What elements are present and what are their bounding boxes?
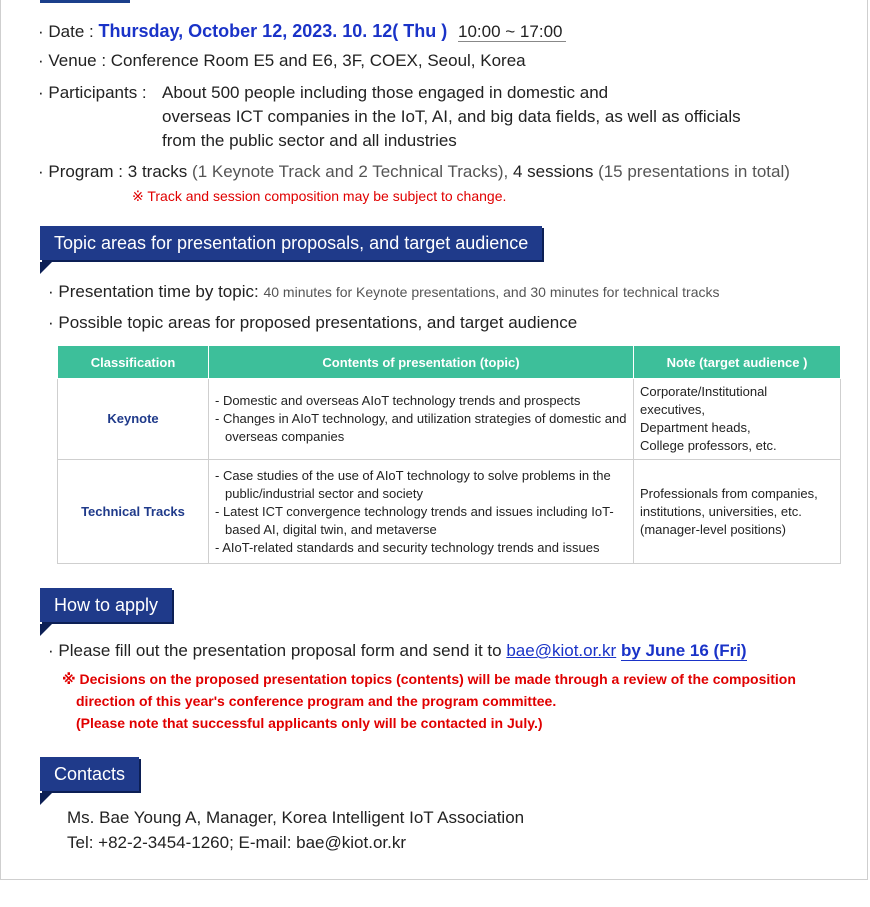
presentation-time-label: · Presentation time by topic: [48, 282, 259, 301]
note-line: (manager-level positions) [640, 521, 786, 537]
participants-label: · Participants : [38, 83, 147, 102]
note-line: Professionals from companies, [640, 485, 818, 501]
apply-instruction-line [48, 640, 747, 662]
contact-line-1: Ms. Bae Young A, Manager, Korea Intelligent IoT Association [67, 808, 525, 827]
participants-line-2: overseas ICT companies in the IoT, AI, and big data fields, as well as officials [162, 107, 741, 126]
date-time: 10:00 ~ 17:00 [458, 22, 566, 42]
possible-topics-line: · Possible topic areas for proposed presentations, and target audience [48, 313, 578, 332]
content-item: - Case studies of the use of AIoT technology to solve problems in the public/industrial sector and society [215, 467, 611, 501]
participants-line-1: About 500 people including those engaged in domestic and [162, 83, 609, 102]
apply-deadline: by June 16 (Fri) [620, 641, 747, 660]
contact-line-2: Tel: +82-2-3454-1260; E-mail: bae@kiot.or.kr [67, 833, 407, 852]
content-item: - AIoT-related standards and security technology trends and issues [215, 539, 600, 555]
note-line: institutions, universities, etc. [640, 503, 802, 519]
topics-table [57, 345, 841, 564]
program-line [38, 161, 790, 183]
content-item: - Changes in AIoT technology, and utilization strategies of domestic and overseas companies [215, 411, 627, 444]
row-contents [209, 460, 634, 564]
apply-note-line-2: direction of this year's conference program and the program committee. [76, 693, 557, 709]
row-classification: Keynote [58, 379, 209, 460]
content-item: - Latest ICT convergence technology trends and issues including IoT-based AI, digital twin, and metaverse [215, 503, 614, 537]
table-row [58, 379, 841, 460]
header-contents: Contents of presentation (topic) [209, 346, 634, 379]
header-classification: Classification [58, 346, 209, 379]
top-accent-bar [40, 0, 130, 3]
table-header-row [58, 346, 841, 379]
content-item: - Domestic and overseas AIoT technology trends and prospects [215, 393, 581, 408]
apply-email-link[interactable]: bae@kiot.or.kr [506, 641, 617, 660]
row-classification: Technical Tracks [58, 460, 209, 564]
program-tracks: 3 tracks [127, 162, 188, 181]
venue-line: · Venue : Conference Room E5 and E6, 3F, COEX, Seoul, Korea [38, 51, 526, 70]
contacts-title-corner [40, 793, 52, 805]
note-line: Department heads, [640, 420, 751, 435]
date-line [38, 20, 566, 43]
apply-section-title: How to apply [40, 588, 172, 622]
presentation-time-detail: 40 minutes for Keynote presentations, and 30 minutes for technical tracks [263, 284, 720, 300]
date-value: Thursday, October 12, 2023. 10. 12( Thu ) [98, 21, 448, 41]
apply-instruction: · Please fill out the presentation proposal form and send it to [48, 641, 502, 660]
participants-line-3: from the public sector and all industries [162, 131, 457, 150]
topics-section-title: Topic areas for presentation proposals, and target audience [40, 226, 542, 260]
presentation-time-line [48, 281, 719, 303]
row-note [634, 379, 841, 460]
table-row [58, 460, 841, 564]
row-note [634, 460, 841, 564]
program-sessions-detail: (15 presentations in total) [598, 162, 790, 181]
apply-title-corner [40, 624, 52, 636]
header-note: Note (target audience ) [634, 346, 841, 379]
program-label: · Program : [38, 162, 124, 181]
program-note: ※ Track and session composition may be subject to change. [132, 188, 507, 204]
note-line: College professors, etc. [640, 438, 777, 453]
date-label: · Date : [38, 22, 94, 41]
apply-note-line-1: ※ Decisions on the proposed presentation topics (contents) will be made through a review of the composition [62, 671, 796, 687]
contacts-section-title: Contacts [40, 757, 139, 791]
row-contents [209, 379, 634, 460]
program-tracks-detail: (1 Keynote Track and 2 Technical Tracks), [192, 162, 509, 181]
program-sessions: 4 sessions [513, 162, 594, 181]
apply-note-line-3: (Please note that successful applicants only will be contacted in July.) [76, 715, 543, 731]
topics-title-corner [40, 262, 52, 274]
note-line: Corporate/Institutional executives, [640, 384, 768, 417]
